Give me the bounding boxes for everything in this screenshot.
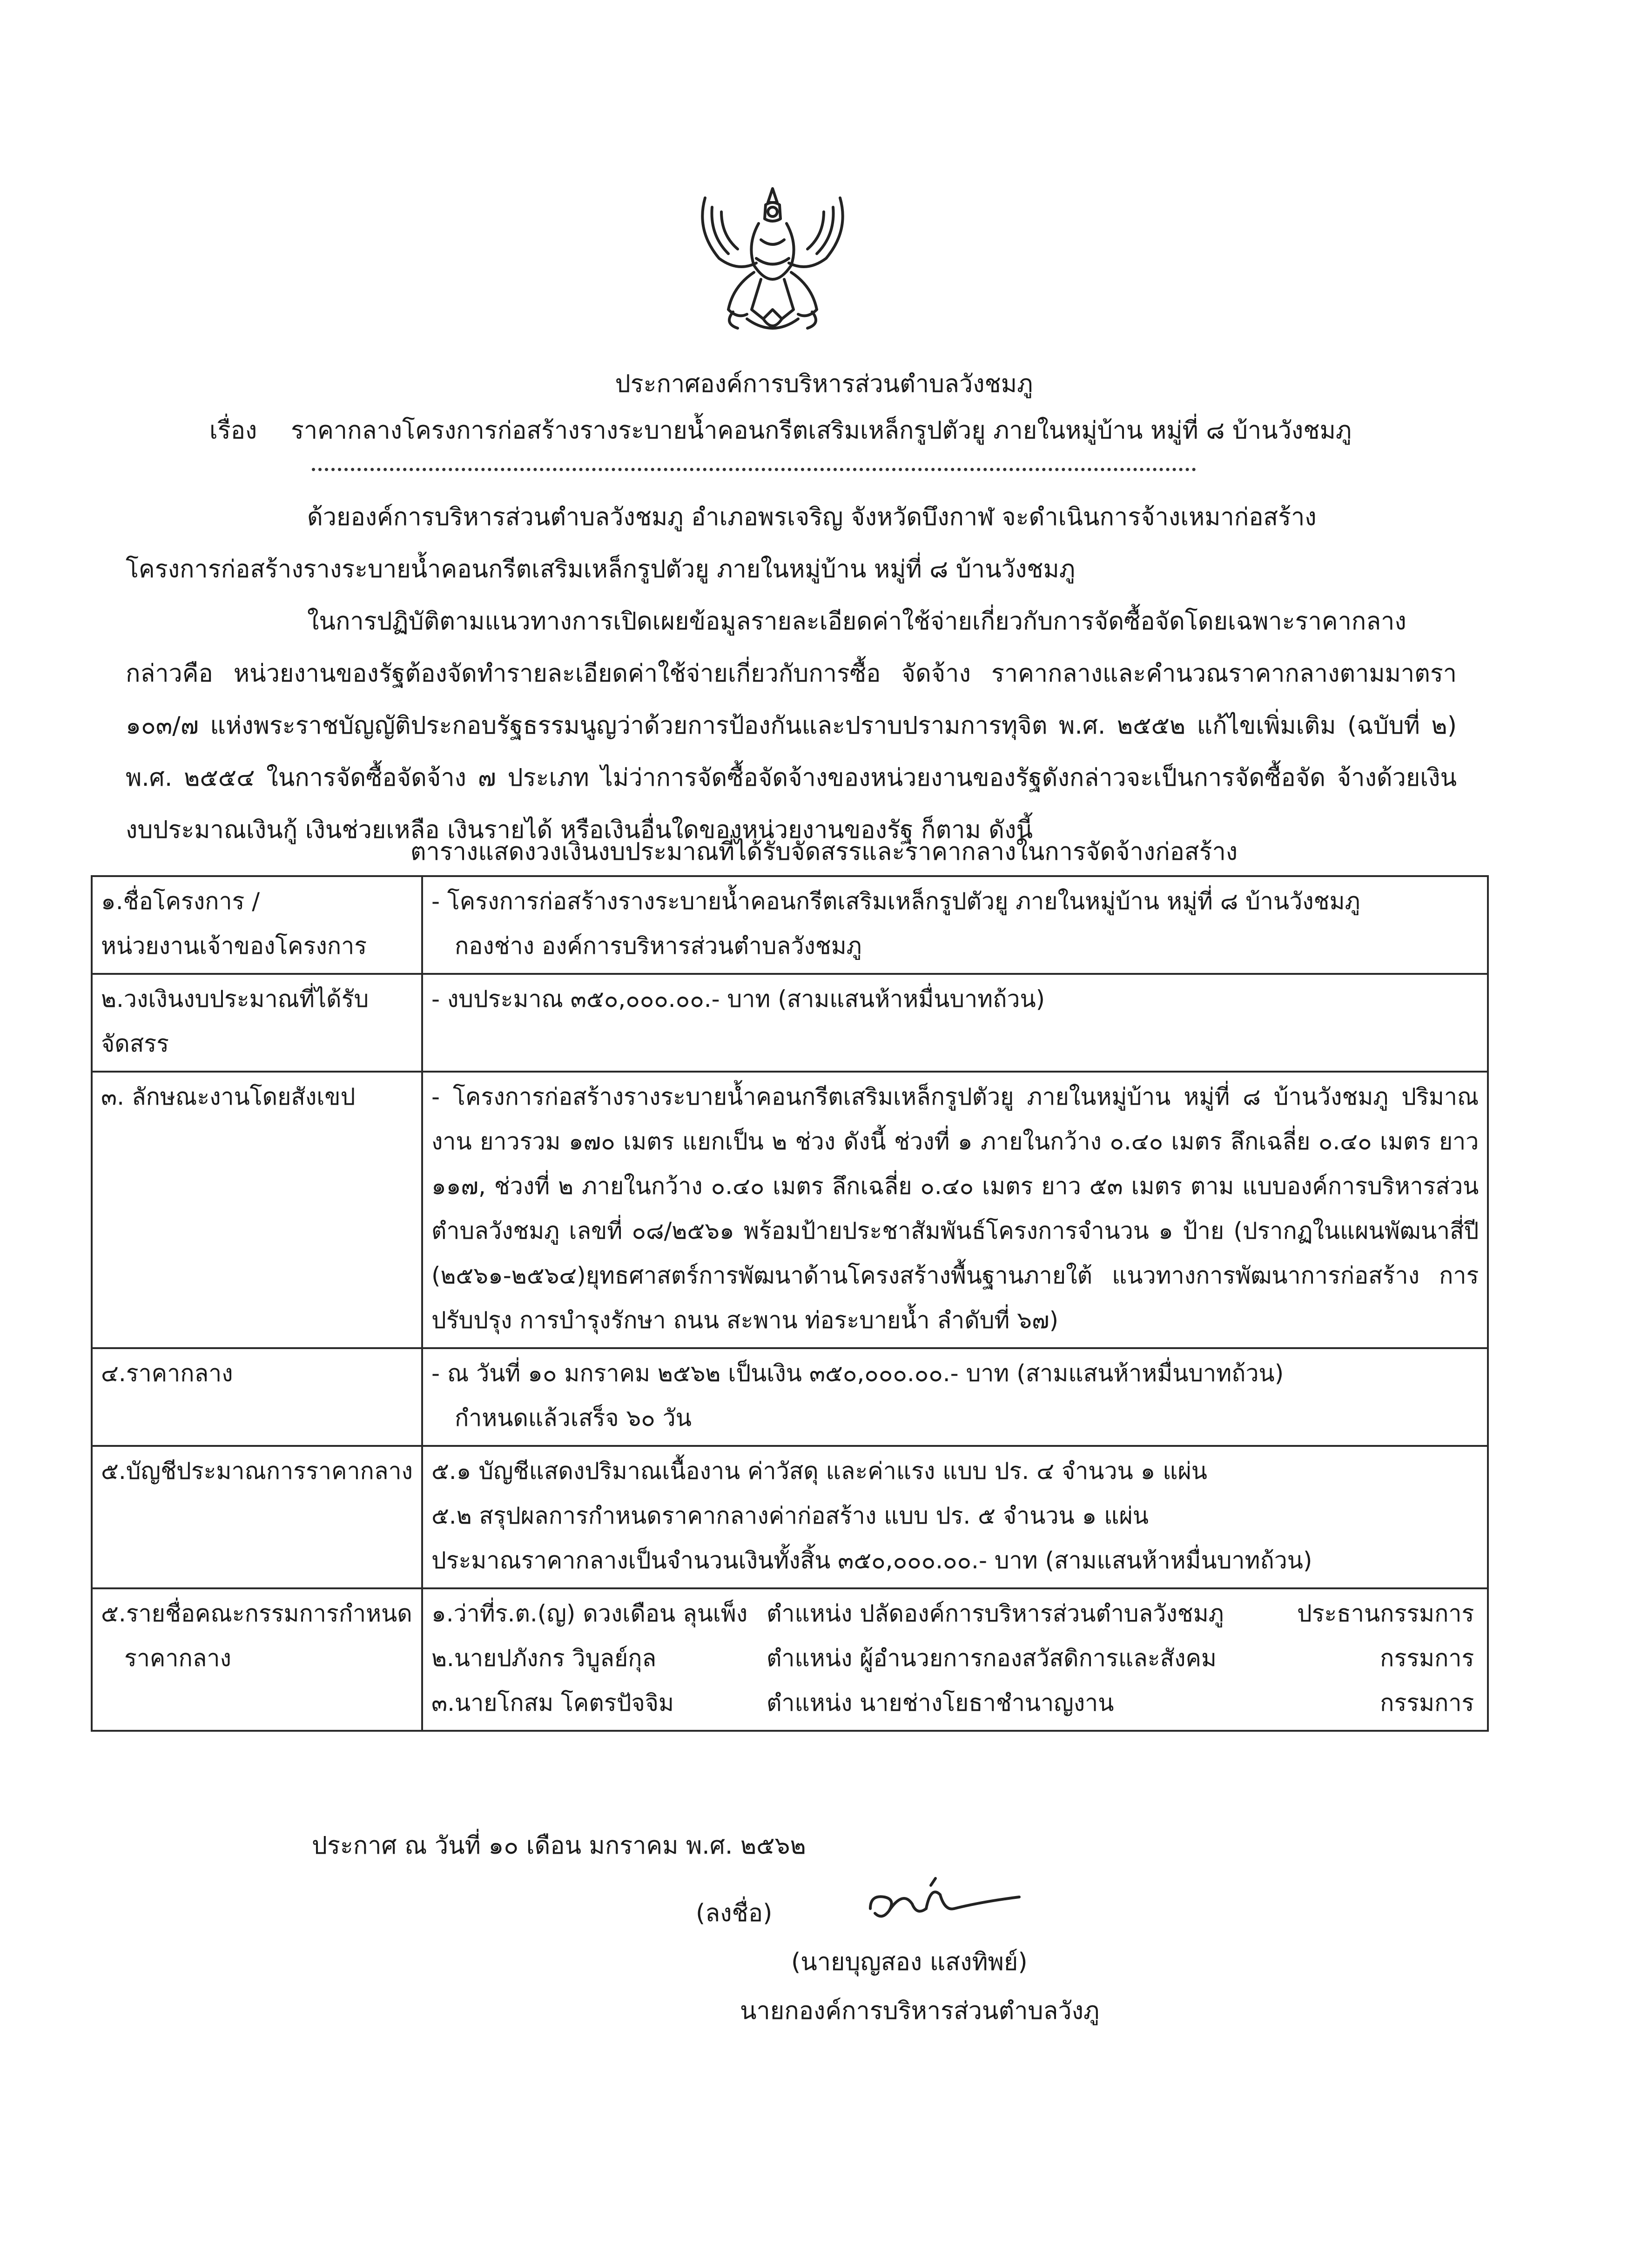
table-row-estimate — [92, 1446, 1488, 1588]
row-label — [92, 876, 422, 974]
row-value — [422, 1072, 1488, 1348]
value-line: - งบประมาณ ๓๕๐,๐๐๐.๐๐.- บาท (สามแสนห้าหมื่นบาทถ้วน) — [431, 986, 1045, 1012]
table-row-project — [92, 876, 1488, 974]
description-text: - โครงการก่อสร้างรางระบายน้ำคอนกรีตเสริมเหล็กรูปตัวยู ภายในหมู่บ้าน หมู่ที่ ๘ บ้านวังชมภู ปริมาณงาน ยาวรวม ๑๗๐ เมตร แยกเป็น ๒ ช่วง ดังนี้ ช่วงที่ ๑ ภายในกว้าง ๐.๔๐ เมตร ลึกเฉลี่ย ๐.๔๐ เมตร ยาว ๑๑๗, ช่วงที่ ๒ ภายในกว้าง ๐.๔๐ เมตร ลึกเฉลี่ย ๐.๔๐ เมตร ยาว ๕๓ เมตร ตาม แบบองค์การบริหารส่วนตำบลวังชมภู เลขที่ ๐๘/๒๕๖๑ พร้อมป้ายประชาสัมพันธ์โครงการจำนวน ๑ ป้าย (ปรากฏในแผนพัฒนาสี่ปี (๒๕๖๑-๒๕๖๔)ยุทธศาสตร์การพัฒนาด้านโครงสร้างพื้นฐานภายใต้ แนวทางการพัฒนาการก่อสร้าง การปรับปรุง การบำรุงรักษา ถนน สะพาน ท่อระบายน้ำ ลำดับที่ ๖๗) — [431, 1083, 1479, 1334]
document-title: ประกาศองค์การบริหารส่วนตำบลวังชมภู — [615, 370, 1033, 398]
member-position: ตำแหน่ง นายช่างโยธาชำนาญงาน — [766, 1689, 1114, 1716]
sign-label: (ลงชื่อ) — [696, 1899, 773, 1927]
label-line: ๓. ลักษณะงานโดยสังเขป — [101, 1083, 356, 1110]
row-label — [92, 1348, 422, 1446]
member-role: กรรมการ — [1380, 1689, 1474, 1716]
row-value — [422, 876, 1488, 974]
intro-line-2: โครงการก่อสร้างรางระบายน้ำคอนกรีตเสริมเหล็กรูปตัวยู ภายในหมู่บ้าน หมู่ที่ ๘ บ้านวังชมภู — [126, 555, 1076, 583]
signer-name: (นายบุญสอง แสงทิพย์) — [791, 1948, 1028, 1976]
label-line: ๕.บัญชีประมาณการราคากลาง — [101, 1458, 413, 1485]
signer-title: นายกองค์การบริหารส่วนตำบลวังภู — [740, 1997, 1100, 2025]
committee-member — [431, 1591, 1479, 1636]
label-line: ๕.รายชื่อคณะกรรมการกำหนด — [101, 1600, 412, 1627]
value-line: ประมาณราคากลางเป็นจำนวนเงินทั้งสิ้น ๓๕๐,๐๐๐.๐๐.- บาท (สามแสนห้าหมื่นบาทถ้วน) — [431, 1547, 1312, 1574]
member-role: กรรมการ — [1380, 1645, 1474, 1672]
row-value — [422, 1588, 1488, 1731]
value-line: กำหนดแล้วเสร็จ ๖๐ วัน — [454, 1404, 692, 1431]
member-position: ตำแหน่ง ปลัดองค์การบริหารส่วนตำบลวังชมภู — [766, 1600, 1224, 1627]
committee-member — [431, 1681, 1479, 1725]
table-row-committee — [92, 1588, 1488, 1731]
row-value — [422, 1446, 1488, 1588]
member-name: ๓.นายโกสม โคตรปัจจิม — [431, 1689, 674, 1716]
member-name: ๑.ว่าที่ร.ต.(ญ) ดวงเดือน ลุนเพ็ง — [431, 1600, 748, 1627]
intro-paragraph — [126, 491, 1457, 856]
row-value — [422, 1348, 1488, 1446]
signature-icon — [861, 1876, 1029, 1932]
label-line: ๔.ราคากลาง — [101, 1360, 233, 1387]
value-line: ๕.๒ สรุปผลการกำหนดราคากลางค่าก่อสร้าง แบบ ปร. ๕ จำนวน ๑ แผ่น — [431, 1502, 1149, 1529]
value-line: ๕.๑ บัญชีแสดงปริมาณเนื้องาน ค่าวัสดุ และค่าแรง แบบ ปร. ๔ จำนวน ๑ แผ่น — [431, 1458, 1207, 1485]
label-line: ๑.ชื่อโครงการ / — [101, 888, 260, 915]
dotted-divider — [312, 468, 1196, 471]
intro-line-1: ด้วยองค์การบริหารส่วนตำบลวังชมภู อำเภอพรเจริญ จังหวัดบึงกาฬ จะดำเนินการจ้างเหมาก่อสร้าง — [307, 503, 1317, 531]
row-label — [92, 974, 422, 1072]
value-line: - ณ วันที่ ๑๐ มกราคม ๒๕๖๒ เป็นเงิน ๓๕๐,๐๐๐.๐๐.- บาท (สามแสนห้าหมื่นบาทถ้วน) — [431, 1360, 1284, 1387]
table-row-description — [92, 1072, 1488, 1348]
row-value — [422, 974, 1488, 1072]
garuda-emblem-icon — [677, 179, 868, 347]
value-line: - โครงการก่อสร้างรางระบายน้ำคอนกรีตเสริมเหล็กรูปตัวยู ภายในหมู่บ้าน หมู่ที่ ๘ บ้านวังชมภู — [431, 888, 1360, 915]
committee-member — [431, 1636, 1479, 1681]
member-position: ตำแหน่ง ผู้อำนวยการกองสวัสดิการและสังคม — [766, 1645, 1217, 1672]
value-line: กองช่าง องค์การบริหารส่วนตำบลวังชมภู — [454, 932, 862, 959]
row-label — [92, 1446, 422, 1588]
announce-date: ประกาศ ณ วันที่ ๑๐ เดือน มกราคม พ.ศ. ๒๕๖๒ — [312, 1832, 806, 1860]
member-role: ประธานกรรมการ — [1297, 1600, 1474, 1627]
disclosure-paragraph: ในการปฏิบัติตามแนวทางการเปิดเผยข้อมูลรายละเอียดค่าใช้จ่ายเกี่ยวกับการจัดซื้อจัดโดยเฉพาะราคากลาง กล่าวคือ หน่วยงานของรัฐต้องจัดทำรายละเอียดค่าใช้จ่ายเกี่ยวกับการซื้อ จัดจ้าง ราคากลางและคำนวณราคากลางตามมาตรา ๑๐๓/๗ แห่งพระราชบัญญัติประกอบรัฐธรรมนูญว่าด้วยการป้องกันและปราบปรามการทุจิต พ.ศ. ๒๕๕๒ แก้ไขเพิ่มเติม (ฉบับที่ ๒) พ.ศ. ๒๕๕๔ ในการจัดซื้อจัดจ้าง ๗ ประเภท ไม่ว่าการจัดซื้อจัดจ้างของหน่วยงานของรัฐดังกล่าวจะเป็นการจัดซื้อจัด จ้างด้วยเงินงบประมาณเงินกู้ เงินช่วยเหลือ เงินรายได้ หรือเงินอื่นใดของหน่วยงานของรัฐ ก็ตาม ดังนี้ — [126, 608, 1457, 844]
row-label — [92, 1072, 422, 1348]
member-name: ๒.นายปภังกร วิบูลย์กุล — [431, 1645, 657, 1672]
label-line: ราคากลาง — [124, 1645, 231, 1672]
budget-table — [91, 875, 1489, 1732]
row-label — [92, 1588, 422, 1731]
subject-text: ราคากลางโครงการก่อสร้างรางระบายน้ำคอนกรีตเสริมเหล็กรูปตัวยู ภายในหมู่บ้าน หมู่ที่ ๘ บ้านวังชมภู — [291, 417, 1352, 445]
table-caption: ตารางแสดงวงเงินงบประมาณที่ได้รับจัดสรรและราคากลางในการจัดจ้างก่อสร้าง — [410, 838, 1238, 866]
subject-label: เรื่อง — [209, 417, 257, 445]
table-row-budget — [92, 974, 1488, 1072]
label-line: ๒.วงเงินงบประมาณที่ได้รับ — [101, 986, 369, 1012]
table-row-median-price — [92, 1348, 1488, 1446]
label-line: จัดสรร — [101, 1030, 169, 1057]
label-line: หน่วยงานเจ้าของโครงการ — [101, 932, 367, 959]
